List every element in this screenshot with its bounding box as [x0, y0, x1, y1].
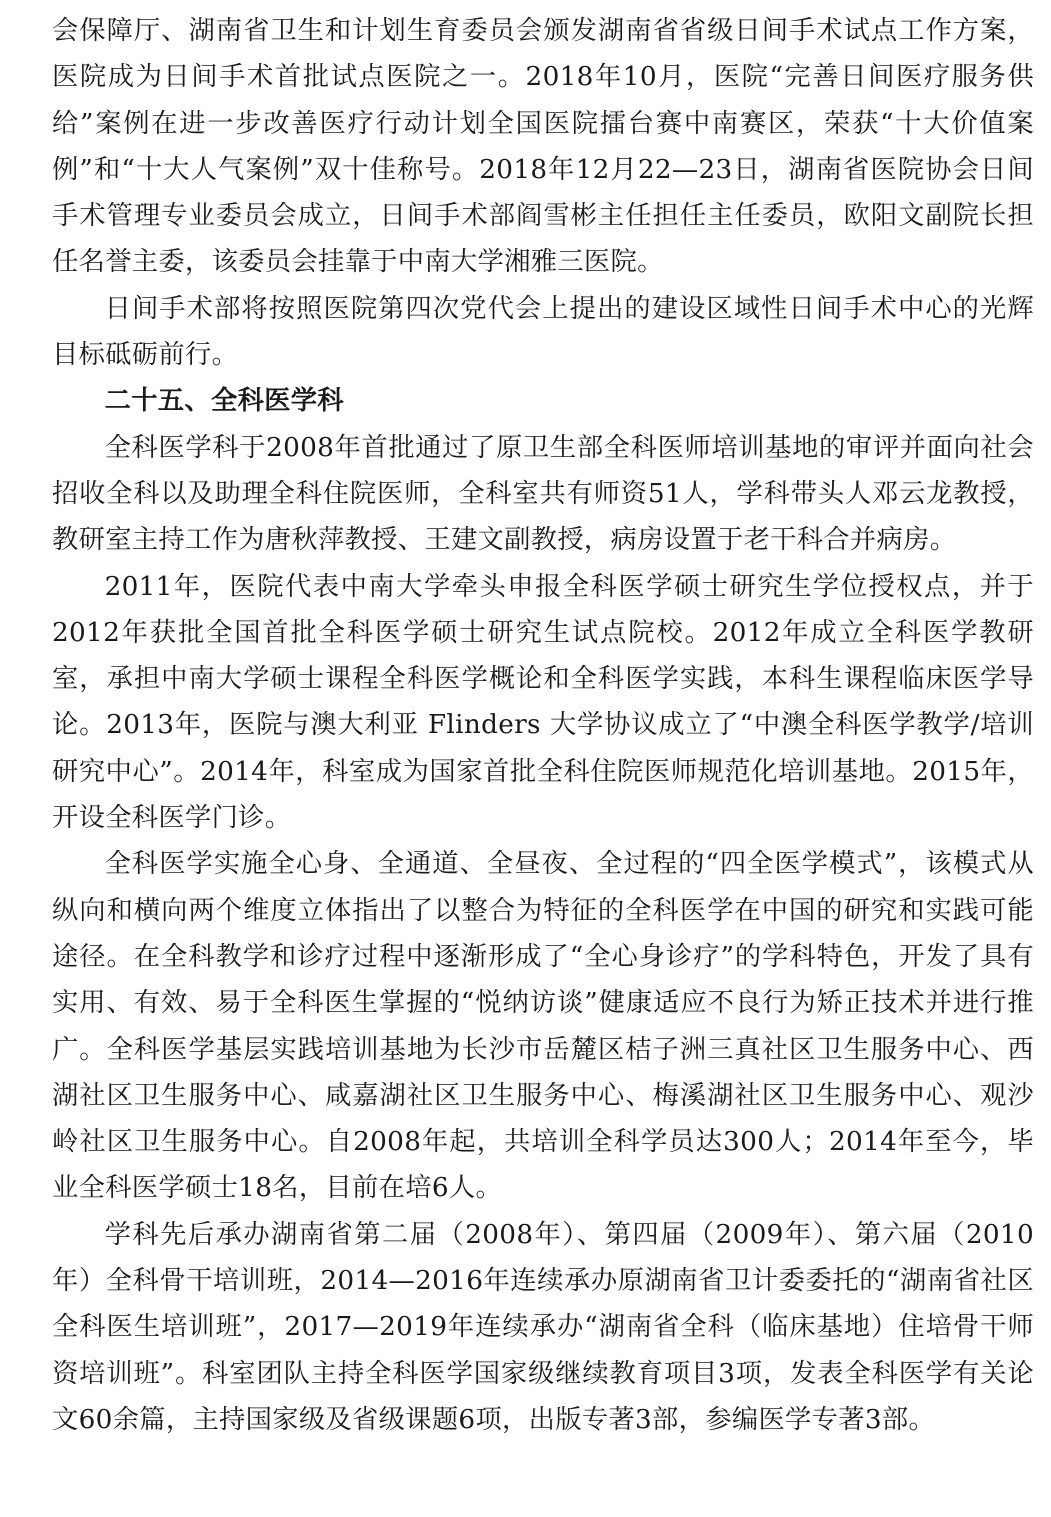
paragraph-general-medicine-model: 全科医学实施全心身、全通道、全昼夜、全过程的“四全医学模式”，该模式从纵向和横向两个维度立体指出了以整合为特征的全科医学在中国的研究和实践可能途径。在全科教学和诊疗过程中逐渐形成了“全心身诊疗”的学科特色，开发了具有实用、有效、易于全科医生掌握的“悦纳访谈”健康适应不良行为矫正技术并进行推广。全科医学基层实践培训基地为长沙市岳麓区桔子洲三真社区卫生服务中心、西湖社区卫生服务中心、咸嘉湖社区卫生服务中心、梅溪湖社区卫生服务中心、观沙岭社区卫生服务中心。自2008年起，共培训全科学员达300人；2014年至今，毕业全科医学硕士18名，目前在培6人。 [52, 849, 1034, 1204]
document-page [52, 8, 1034, 1443]
paragraph-day-surgery-goal: 日间手术部将按照医院第四次党代会上提出的建设区域性日间手术中心的光辉目标砥砺前行。 [52, 293, 1034, 371]
paragraph-general-medicine-intro: 全科医学科于2008年首批通过了原卫生部全科医师培训基地的审评并面向社会招收全科以及助理全科住院医师，全科室共有师资51人，学科带头人邓云龙教授，教研室主持工作为唐秋萍教授、王建文副教授，病房设置于老干科合并病房。 [52, 432, 1034, 556]
paragraph-continuation: 会保障厅、湖南省卫生和计划生育委员会颁发湖南省省级日间手术试点工作方案，医院成为日间手术首批试点医院之一。2018年10月，医院“完善日间医疗服务供给”案例在进一步改善医疗行动计划全国医院擂台赛中南赛区，荣获“十大价值案例”和“十大人气案例”双十佳称号。2018年12月22—23日，湖南省医院协会日间手术管理专业委员会成立，日间手术部阎雪彬主任担任主任委员，欧阳文副院长担任名誉主委，该委员会挂靠于中南大学湘雅三医院。 [52, 16, 1034, 278]
paragraph-general-medicine-training: 学科先后承办湖南省第二届（2008年）、第四届（2009年）、第六届（2010年）全科骨干培训班，2014—2016年连续承办原湖南省卫计委委托的“湖南省社区全科医生培训班”，2017—2019年连续承办“湖南省全科（临床基地）住培骨干师资培训班”。科室团队主持全科医学国家级继续教育项目3项，发表全科医学有关论文60余篇，主持国家级及省级课题6项，出版专著3部，参编医学专著3部。 [52, 1219, 1034, 1435]
paragraph-general-medicine-history: 2011年，医院代表中南大学牵头申报全科医学硕士研究生学位授权点，并于2012年获批全国首批全科医学硕士研究生试点院校。2012年成立全科医学教研室，承担中南大学硕士课程全科医学概论和全科医学实践，本科生课程临床医学导论。2013年，医院与澳大利亚 Flinders 大学协议成立了“中澳全科医学教学/培训研究中心”。2014年，科室成为国家首批全科住院医师规范化培训基地。2015年，开设全科医学门诊。 [52, 571, 1034, 834]
section-heading: 二十五、全科医学科 [104, 386, 344, 417]
